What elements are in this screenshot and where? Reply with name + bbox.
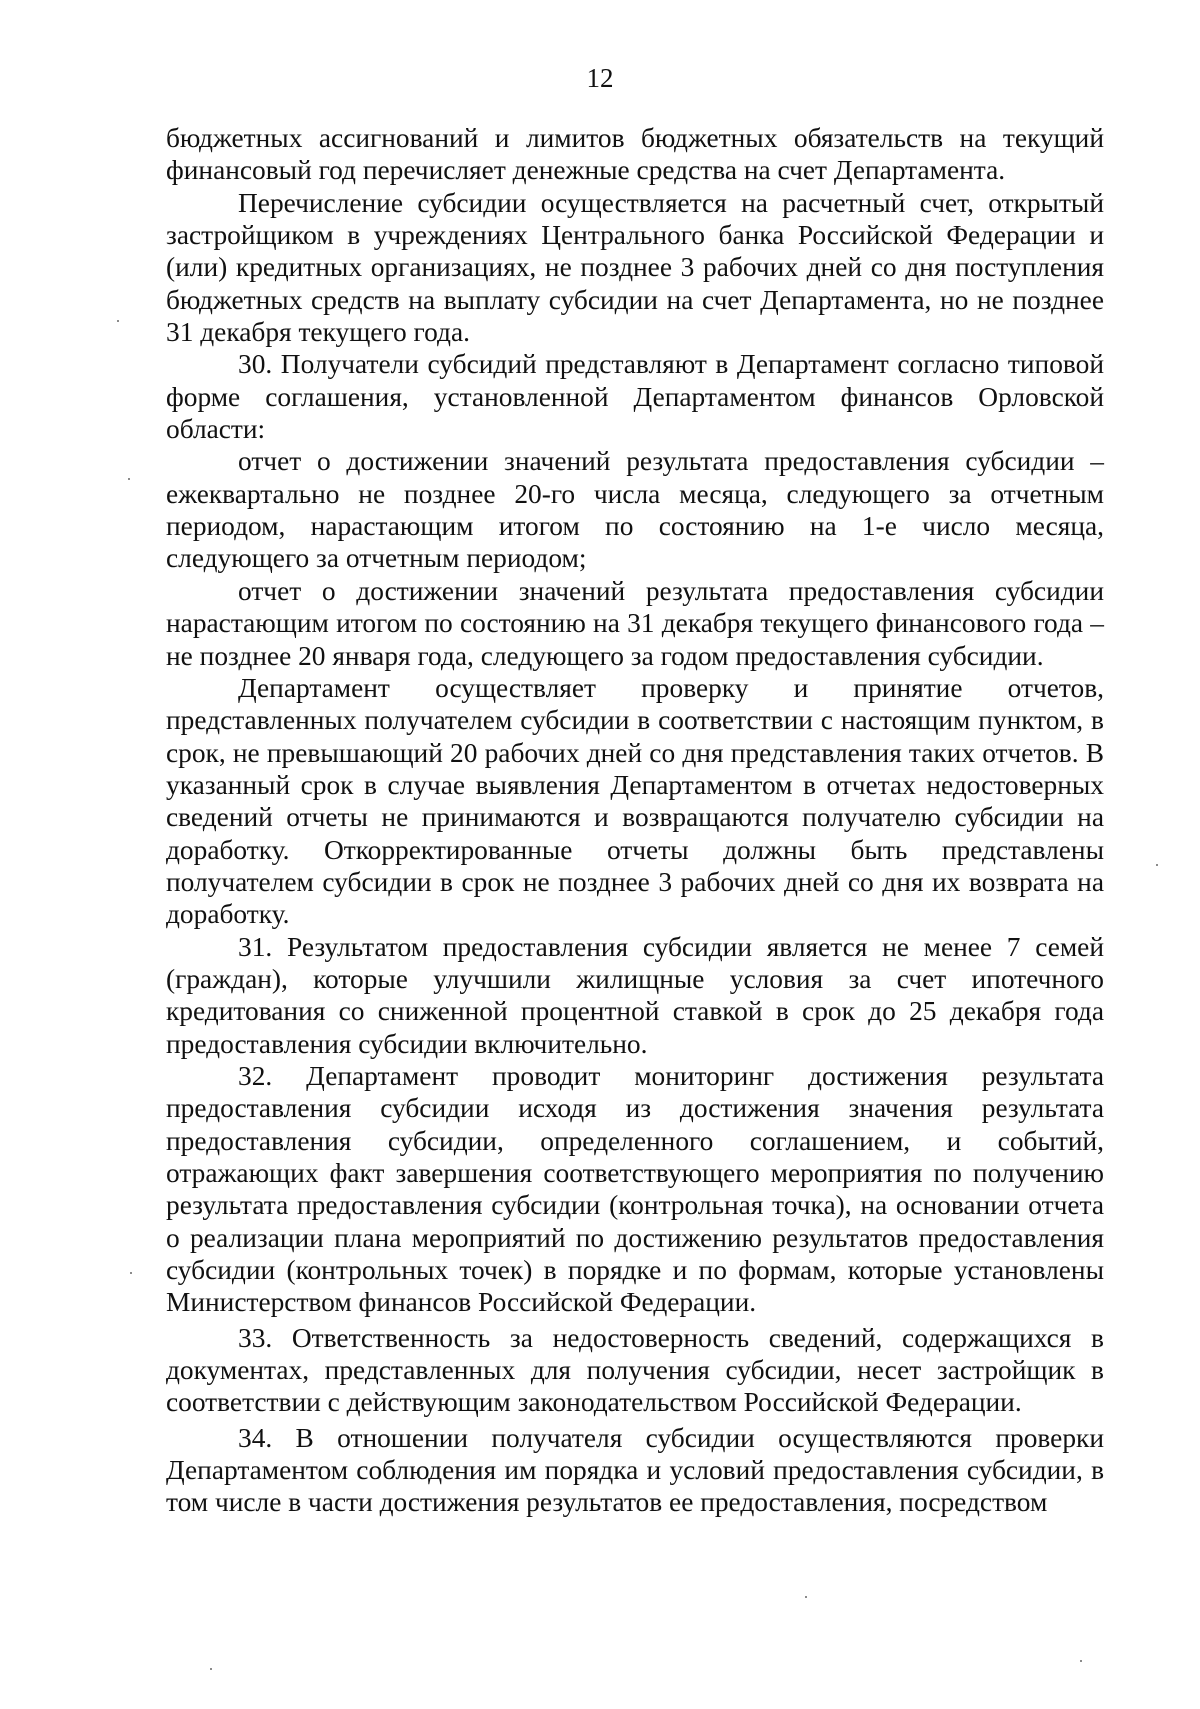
scan-speck (210, 1668, 212, 1670)
page-number: 12 (586, 63, 614, 93)
paragraph-clause-34: 34. В отношении получателя субсидии осуществляются проверки Департаментом соблюдения им порядка и условий предоставления субсидии, в том числе в части достижения результатов ее предоставления, посредством (166, 1422, 1104, 1518)
paragraph-continuation: бюджетных ассигнований и лимитов бюджетных обязательств на текущий финансовый год перечисляет денежные средства на счет Департамента. (166, 123, 1104, 186)
paragraph-clause-32: 32. Департамент проводит мониторинг достижения результата предоставления субсидии исходя из достижения значения результата предоставления субсидии, определенного соглашением, и событий, отражающих факт завершения соответствующего мероприятия по получению результата предоставления субсидии (контрольная точка), на основании отчета о реализации плана мероприятий по достижению результатов предоставления субсидии (контрольных точек) в порядке и по формам, которые установлены Министерством финансов Российской Федерации. (166, 1060, 1104, 1318)
paragraph-clause-31: 31. Результатом предоставления субсидии является не менее 7 семей (граждан), которые улучшили жилищные условия за счет ипотечного кредитования со сниженной процентной ставкой в срок до 25 декабря года предоставления субсидии включительно. (166, 931, 1104, 1059)
scan-speck (130, 1272, 132, 1274)
paragraph-report-review: Департамент осуществляет проверку и принятие отчетов, представленных получателем субсидии в соответствии с настоящим пунктом, в срок, не превышающий 20 рабочих дней со дня представления таких отчетов. В указанный срок в случае выявления Департаментом в отчетах недостоверных сведений отчеты не принимаются и возвращаются получателю субсидии на доработку. Откорректированные отчеты должны быть представлены получателем субсидии в срок не позднее 3 рабочих дней со дня их возврата на доработку. (166, 672, 1104, 930)
paragraph-quarterly-report: отчет о достижении значений результата предоставления субсидии – ежеквартально не позднее 20-го числа месяца, следующего за отчетным периодом, нарастающим итогом по состоянию на 1-е число месяца, следующего за отчетным периодом; (166, 446, 1104, 574)
scan-speck (1156, 864, 1158, 866)
paragraph-annual-report: отчет о достижении значений результата предоставления субсидии нарастающим итогом по состоянию на 31 декабря текущего финансового года – не позднее 20 января года, следующего за годом предоставления субсидии. (166, 575, 1104, 671)
scan-speck (805, 1596, 807, 1598)
paragraph-subsidy-transfer: Перечисление субсидии осуществляется на расчетный счет, открытый застройщиком в учреждениях Центрального банка Российской Федерации и (или) кредитных организациях, не позднее 3 рабочих дней со дня поступления бюджетных средств на выплату субсидии на счет Департамента, но не позднее 31 декабря текущего года. (166, 187, 1104, 348)
paragraph-clause-30: 30. Получатели субсидий представляют в Департамент согласно типовой форме соглашения, установленной Департаментом финансов Орловской области: (166, 349, 1104, 445)
scan-speck (128, 478, 130, 480)
scan-speck (117, 320, 119, 322)
paragraph-clause-33: 33. Ответственность за недостоверность сведений, содержащихся в документах, представленных для получения субсидии, несет застройщик в соответствии с действующим законодательством Российской Федерации. (166, 1322, 1104, 1418)
scan-speck (1080, 1660, 1082, 1662)
document-body (166, 122, 1104, 1519)
